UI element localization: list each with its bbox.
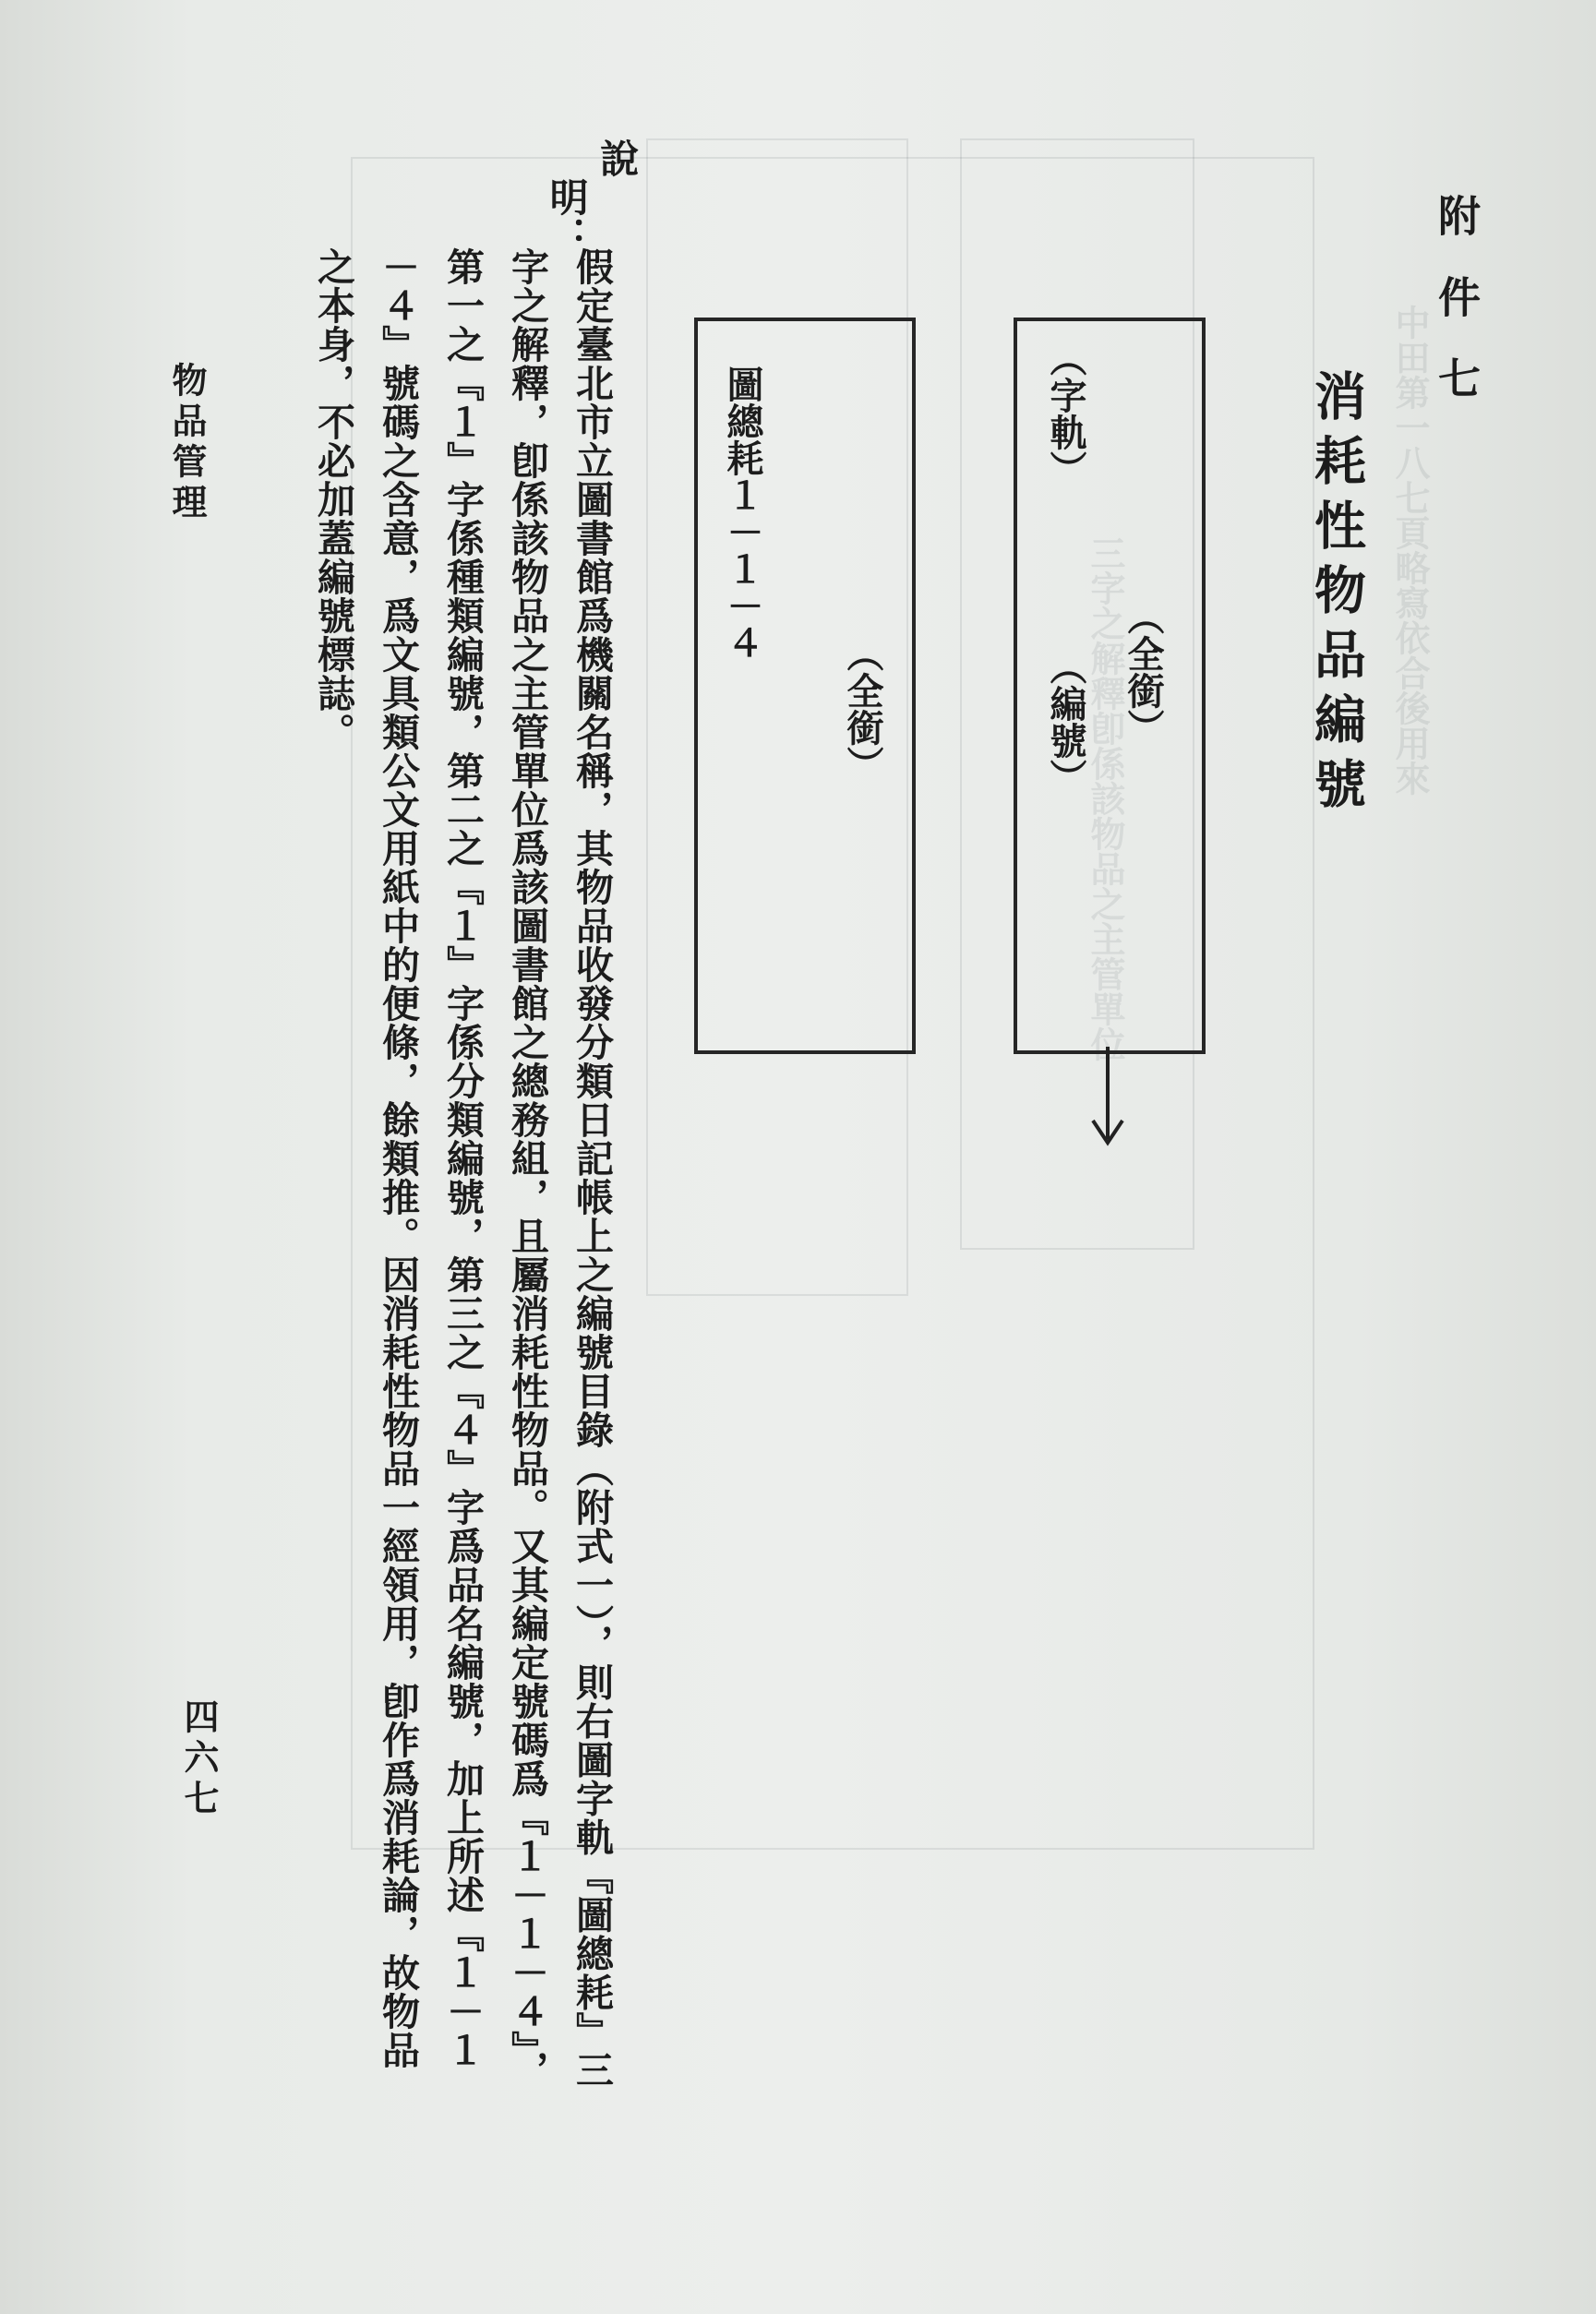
number-placeholder: （編號）	[1044, 648, 1087, 796]
note-label	[541, 138, 642, 255]
down-arrow-icon	[1087, 1047, 1128, 1148]
page-number: 四六七	[178, 1698, 220, 1820]
bleed-through-text: 三字之解釋卽係該物品之主管單位	[1085, 535, 1126, 1061]
example-full-name-placeholder: （全銜）	[841, 635, 884, 783]
note-label-first: 說	[594, 138, 641, 177]
note-body: 假定臺北市立圖書館爲機關名稱，其物品收發分類日記帳上之編號目錄（附式一），則右圖字軌『圖總耗』三字之解釋，卽係該物品之主管單位爲該圖書館之總務組，且屬消耗性物品。又其編定號碼爲『１－１－４』，第一之『１』字係種類編號，第二之『１』字係分類編號，第三之『４』字爲品名編號，加上所述『１－１－４』號碼之含意，爲文具類公文用紙中的便條，餘類推。因消耗性物品一經領用，卽作爲消耗論，故物品之本身，不必加蓋編號標誌。	[311, 247, 614, 2090]
annex-label: 附件七	[1432, 194, 1482, 438]
example-code-text: 圖總耗１－１－４	[721, 366, 764, 661]
note-label-second: 明：	[544, 177, 590, 255]
page-title: 消耗性物品編號	[1306, 369, 1367, 821]
bleed-through-text: 中田第一八七頁略寫依合後用來	[1389, 305, 1431, 796]
footer-book-title: 物品管理	[166, 362, 208, 524]
full-name-placeholder: （全銜）	[1122, 598, 1165, 746]
code-placeholder: （字軌）	[1044, 340, 1087, 487]
